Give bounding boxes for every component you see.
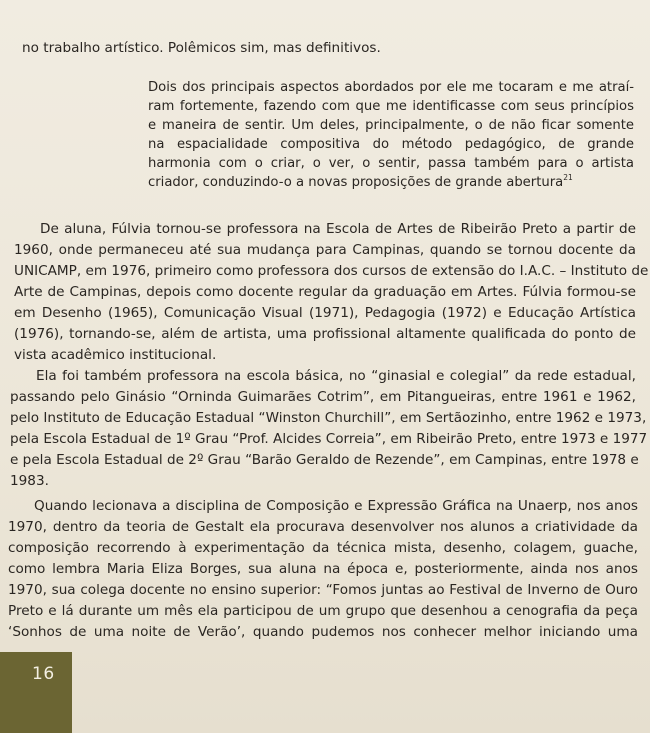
quote-line-last	[148, 174, 573, 192]
para1-line: em Desenho (1965), Comunicação Visual (1971), Pedagogia (1972) e Educação Artística	[14, 305, 636, 321]
para3-line: Quando lecionava a disciplina de Composição e Expressão Gráfica na Unaerp, nos anos	[34, 498, 638, 514]
para1-line: De aluna, Fúlvia tornou-se professora na Escola de Artes de Ribeirão Preto a partir de	[40, 221, 636, 237]
para3-line: ‘Sonhos de uma noite de Verão’, quando pudemos nos conhecer melhor iniciando uma	[8, 624, 638, 640]
para3-line: Preto e lá durante um mês ela participou de um grupo que desenhou a cenografia da peça	[8, 603, 638, 619]
para3-line: 1970, sua colega docente no ensino superior: “Fomos juntas ao Festival de Inverno de Ouro	[8, 582, 638, 598]
para2-line: 1983.	[10, 473, 49, 489]
para2-line: pela Escola Estadual de 1º Grau “Prof. Alcides Correia”, em Ribeirão Preto, entre 1973 e 1977	[10, 431, 648, 447]
para1-line: UNICAMP, em 1976, primeiro como professora dos cursos de extensão do I.A.C. – Instituto de	[14, 263, 649, 279]
para2-line: e pela Escola Estadual de 2º Grau “Barão Geraldo de Rezende”, em Campinas, entre 1978 e	[10, 452, 639, 468]
para3-line: composição recorrendo à experimentação da técnica mista, desenho, colagem, guache,	[8, 540, 638, 556]
para1-line: vista acadêmico institucional.	[14, 347, 217, 363]
para3-line: 1970, dentro da teoria de Gestalt ela procurava desenvolver nos alunos a criatividade da	[8, 519, 638, 535]
para1-line: (1976), tornando-se, além de artista, uma profissional altamente qualificada do ponto de	[14, 326, 636, 342]
para2-line: Ela foi também professora na escola básica, no “ginasial e colegial” da rede estadual,	[36, 368, 636, 384]
page-number: 16	[32, 664, 55, 684]
quote-line-text: criador, conduzindo-o a novas proposições de grande abertura	[148, 175, 564, 190]
quote-line: ram fortemente, fazendo com que me identificasse com seus princípios	[148, 99, 634, 114]
para1-line: Arte de Campinas, depois como docente regular da graduação em Artes. Fúlvia formou-se	[14, 284, 636, 300]
quote-line: na espacialidade compositiva do método pedagógico, de grande	[148, 137, 634, 152]
quote-line: harmonia com o criar, o ver, o sentir, passa também para o artista	[148, 156, 634, 171]
para1-line: 1960, onde permaneceu até sua mudança para Campinas, quando se tornou docente da	[14, 242, 636, 258]
para2-line: pelo Instituto de Educação Estadual “Winston Churchill”, em Sertãozinho, entre 1962 e 1973,	[10, 410, 647, 426]
footnote-ref: 21	[563, 173, 573, 182]
quote-line: e maneira de sentir. Um deles, principalmente, o de não ficar somente	[148, 118, 634, 133]
quote-line: Dois dos principais aspectos abordados por ele me tocaram e me atraí-	[148, 80, 634, 95]
para2-line: passando pelo Ginásio “Orninda Guimarães Cotrim”, em Pitangueiras, entre 1961 e 1962,	[10, 389, 636, 405]
para3-line: como lembra Maria Eliza Borges, sua aluna na época e, posteriormente, ainda nos anos	[8, 561, 638, 577]
intro-line: no trabalho artístico. Polêmicos sim, mas definitivos.	[22, 40, 381, 56]
